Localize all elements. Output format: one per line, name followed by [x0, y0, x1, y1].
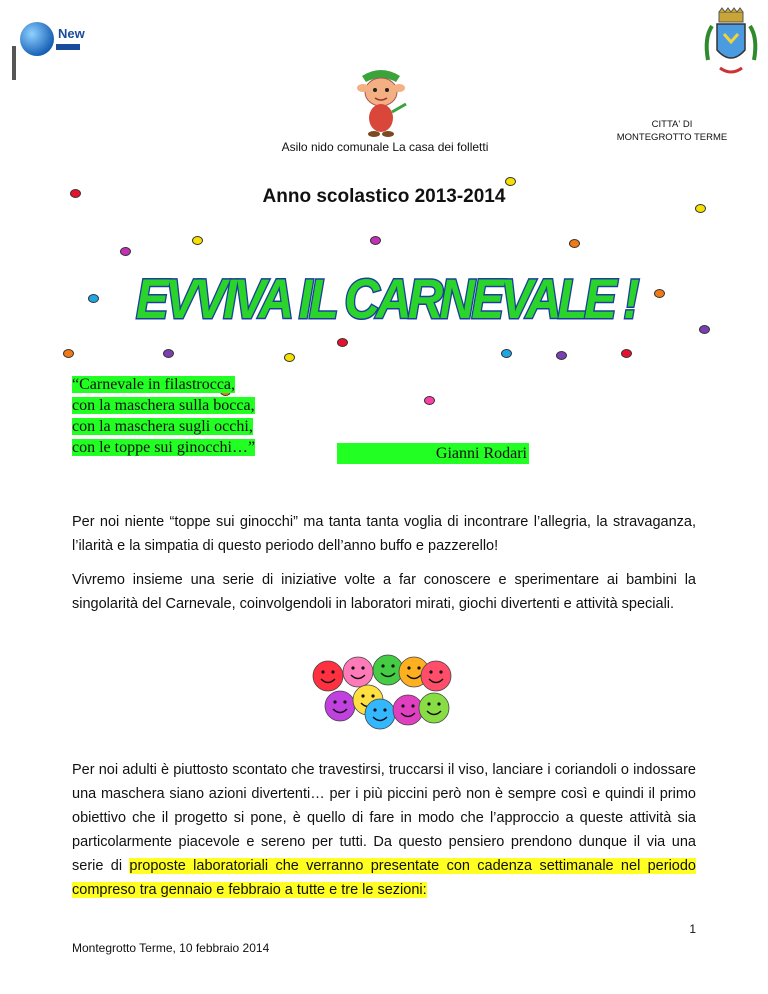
intro-paragraph: Per noi niente “toppe sui ginocchi” ma tanta tanta voglia di incontrare l’allegria, la stravaganza, l’ilarità e la simpatia di questo periodo dell’anno buffo e pazzerello!	[72, 514, 696, 554]
school-name: Asilo nido comunale La casa dei folletti	[281, 140, 489, 154]
confetti-dot	[163, 349, 174, 358]
goals-text: Per noi adulti è piuttosto scontato che travestirsi, truccarsi il viso, lanciare i coriandoli o indossare una maschera siano azioni divertenti… per i più piccini però non è sempre così e quindi il primo obiettivo che il progetto si pone, è quello di fare in modo che l’approccio a queste attività sia particolarmente piacevole e sereno per tutti. Da questo pensiero prendono dunque il via una serie di	[72, 762, 696, 874]
logo-vertical-bar	[12, 46, 16, 80]
banner-text: EVVIVA IL CARNEVALE !	[136, 267, 639, 330]
carnival-banner	[126, 248, 646, 340]
city-name	[612, 118, 732, 144]
logo-text: New	[58, 26, 85, 41]
confetti-dot	[556, 351, 567, 360]
confetti-dot	[63, 349, 74, 358]
confetti-dot	[284, 353, 295, 362]
activities-paragraph: Vivremo insieme una serie di iniziative volte a far conoscere e sperimentare ai bambini la singolarità del Carnevale, coinvolgendoli in laboratori mirati, giochi divertenti e attività speciali.	[72, 572, 696, 612]
globe-icon	[20, 22, 54, 56]
confetti-dot	[699, 325, 710, 334]
confetti-dot	[569, 239, 580, 248]
poem-line: con le toppe sui ginocchi…”	[72, 439, 256, 456]
smiley-balloons-icon	[306, 656, 458, 732]
poem	[72, 374, 255, 458]
school-year-title: Anno scolastico 2013-2014	[262, 186, 506, 207]
town-crest-icon	[700, 8, 762, 78]
confetti-dot	[695, 204, 706, 213]
city-line-1: CITTA' DI	[651, 119, 693, 130]
confetti-dot	[337, 338, 348, 347]
highlighted-proposal: proposte laboratoriali che verranno presentate con cadenza settimanale nel periodo compreso tra gennaio e febbraio a tutte e tre le sezioni:	[72, 858, 696, 898]
organization-logo	[12, 16, 85, 80]
confetti-dot	[501, 349, 512, 358]
logo-bar	[56, 44, 80, 50]
poem-line: con la maschera sugli occhi,	[72, 418, 253, 435]
poem-author: Gianni Rodari	[337, 443, 529, 464]
confetti-dot	[621, 349, 632, 358]
confetti-dot	[370, 236, 381, 245]
page-number: 1	[689, 922, 696, 936]
confetti-dot	[192, 236, 203, 245]
confetti-dot	[88, 294, 99, 303]
confetti-dot	[505, 177, 516, 186]
confetti-dot	[70, 189, 81, 198]
confetti-dot	[424, 396, 435, 405]
poem-line: “Carnevale in filastrocca,	[72, 376, 236, 393]
confetti-dot	[120, 247, 131, 256]
poem-line: con la maschera sulla bocca,	[72, 397, 255, 414]
elf-mascot-icon	[348, 66, 414, 138]
goals-paragraph	[72, 758, 696, 902]
footer-location-date: Montegrotto Terme, 10 febbraio 2014	[72, 941, 270, 955]
city-line-2: MONTEGROTTO TERME	[616, 132, 728, 143]
confetti-dot	[654, 289, 665, 298]
